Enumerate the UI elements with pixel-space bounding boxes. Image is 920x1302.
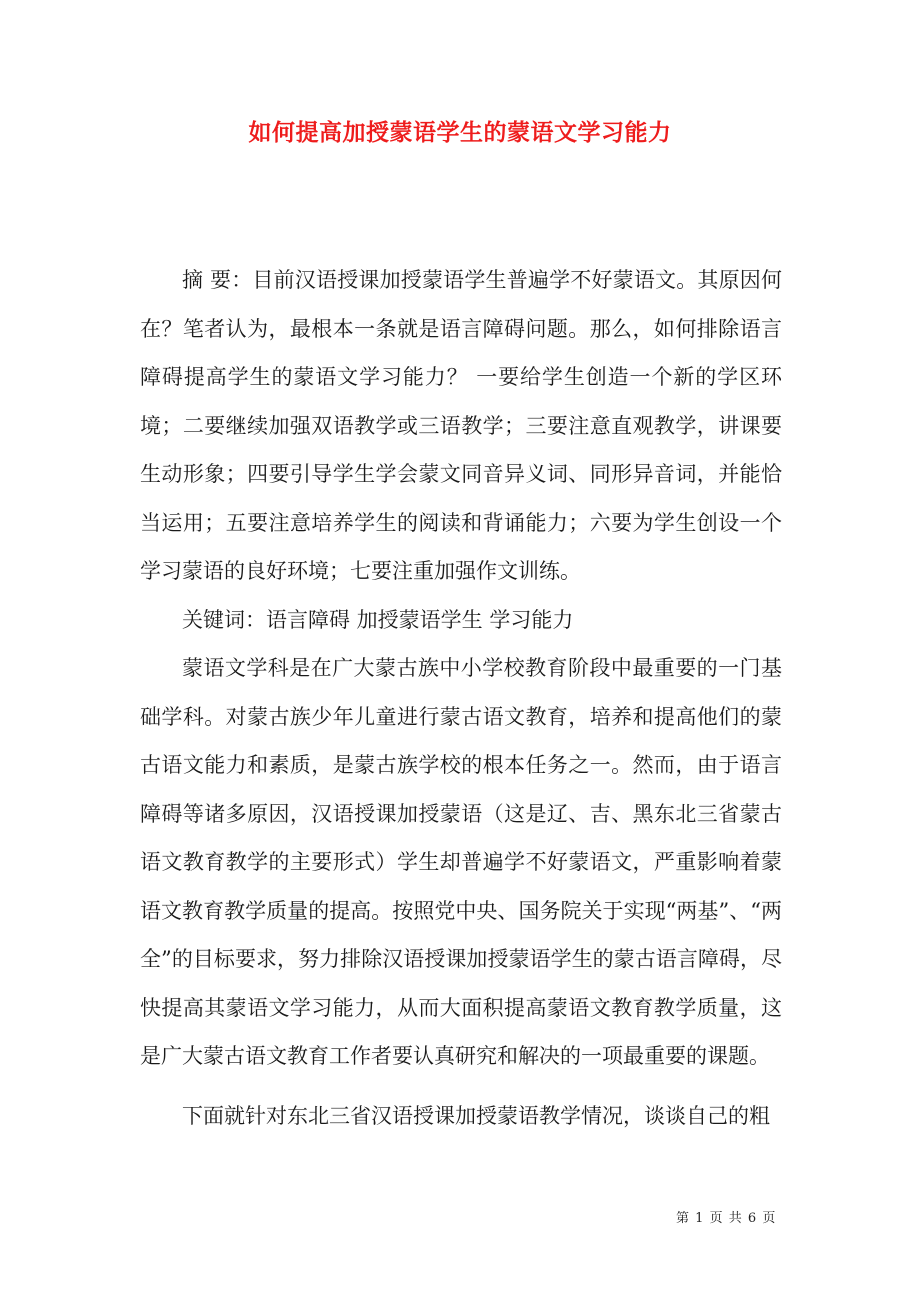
footer-total-label: 共 (728, 1211, 743, 1226)
footer-suffix: 页 (762, 1211, 777, 1226)
body-paragraph: 下面就针对东北三省汉语授课加授蒙语教学情况，谈谈自己的粗 (182, 1103, 770, 1128)
footer-total-pages: 6 (747, 1211, 758, 1226)
document-body (140, 256, 782, 1140)
body-paragraph: 蒙语文学科是在广大蒙古族中小学校教育阶段中最重要的一门基础学科。对蒙古族少年儿童进行蒙古语文教育，培养和提高他们的蒙古语文能力和素质，是蒙古族学校的根本任务之一。然而，由于语言障碍等诸多原因，汉语授课加授蒙语（这是辽、吉、黑东北三省蒙古语文教育教学的主要形式）学生却普遍学不好蒙语文，严重影响着蒙语文教育教学质量的提高。按照党中央、国务院关于实现“两基”、“两全”的目标要求，努力排除汉语授课加授蒙语学生的蒙古语言障碍，尽快提高其蒙语文学习能力，从而大面积提高蒙语文教育教学质量，这是广大蒙古语文教育工作者要认真研究和解决的一项最重要的课题。 (140, 656, 782, 1068)
document-title: 如何提高加授蒙语学生的蒙语文学习能力 (248, 119, 672, 146)
footer-prefix: 第 (676, 1211, 691, 1226)
keywords-paragraph: 关键词：语言障碍 加授蒙语学生 学习能力 (182, 607, 574, 632)
abstract-paragraph: 摘 要：目前汉语授课加授蒙语学生普遍学不好蒙语文。其原因何在？笔者认为，最根本一条就是语言障碍问题。那么，如何排除语言障碍提高学生的蒙语文学习能力？ 一要给学生创造一个新的学区环境；二要继续加强双语教学或三语教学；三要注意直观教学，讲课要生动形象；四要引导学生学会蒙文同音异义词、同形异音词，并能恰当运用；五要注意培养学生的阅读和背诵能力；六要为学生创设一个学习蒙语的良好环境；七要注重加强作文训练。 (140, 268, 782, 583)
footer-current-page: 1 (695, 1211, 705, 1226)
footer-page-unit: 页 (709, 1211, 724, 1226)
page-number-footer (676, 1207, 776, 1226)
